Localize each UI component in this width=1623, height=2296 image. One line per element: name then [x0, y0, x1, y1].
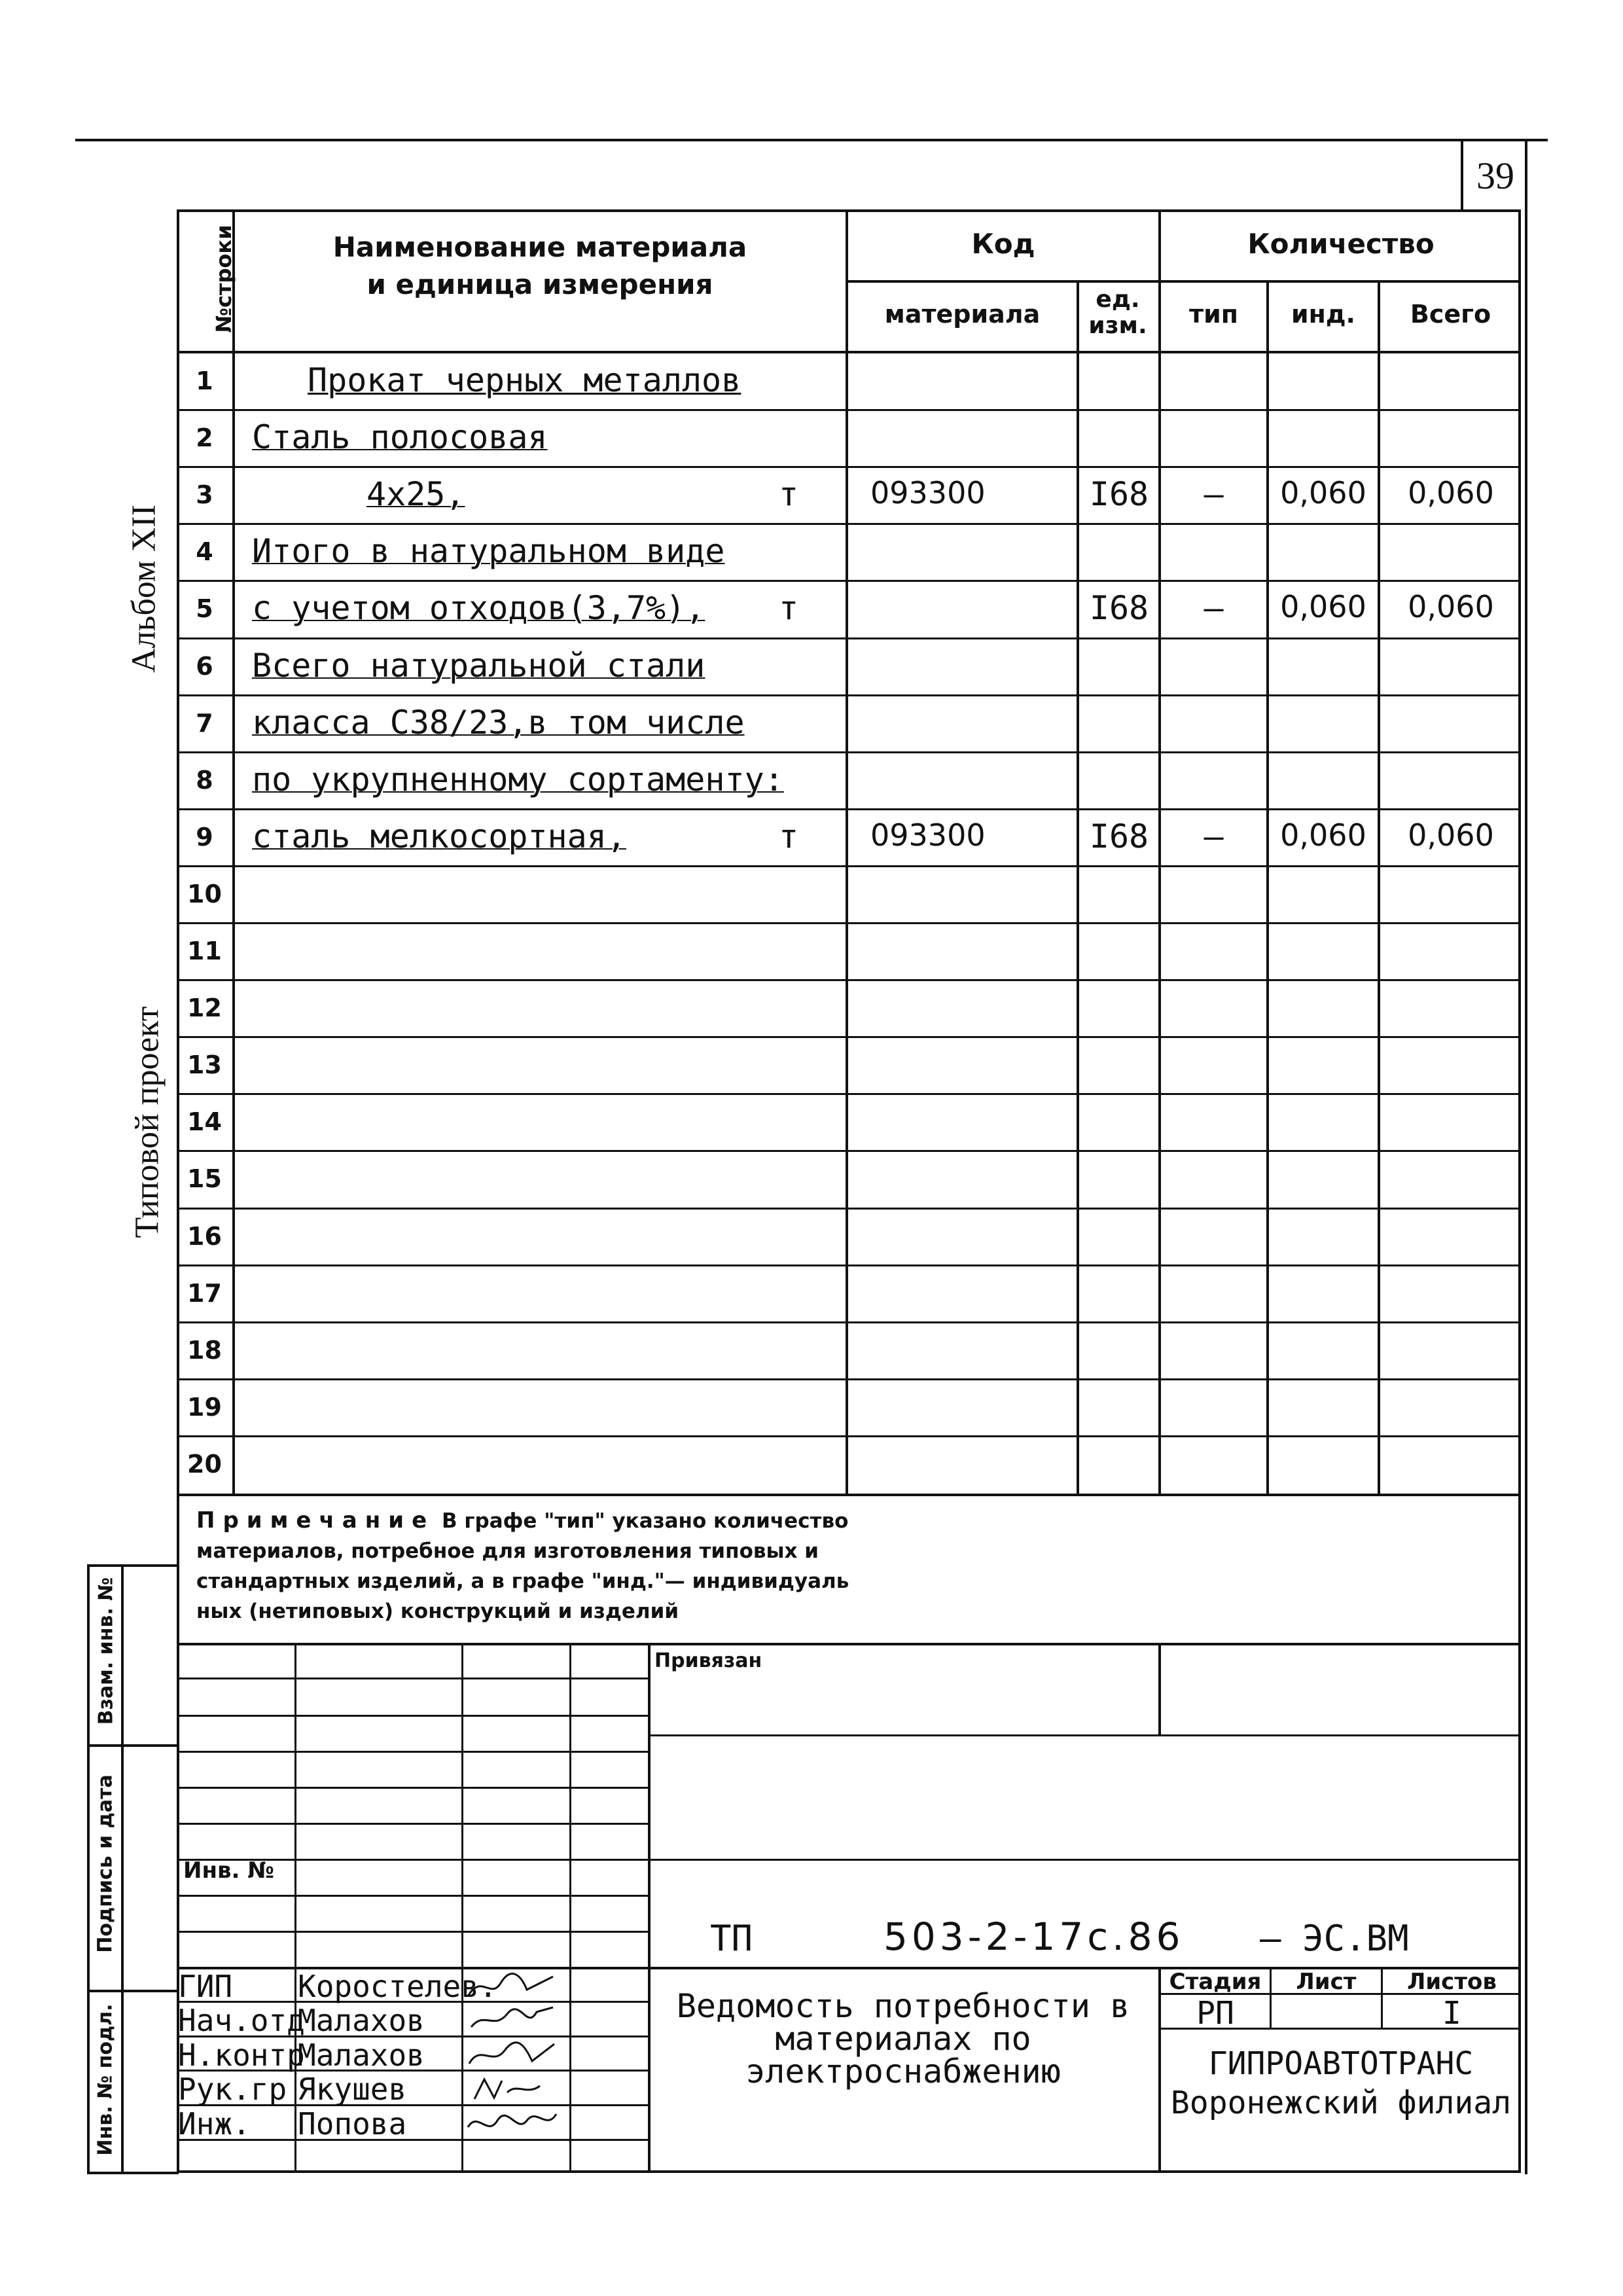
row-number: 5 [196, 594, 213, 624]
material-name: 4х25, [366, 475, 465, 514]
side-strip-line [87, 1564, 90, 2173]
person-role: ГИП [178, 1969, 233, 2004]
row-line [177, 1321, 1521, 1323]
qty-type: – [1204, 817, 1224, 855]
stamp-line [177, 1859, 1521, 1861]
note-line-3: стандартных изделий, а в графе "инд."— индивидуаль [196, 1570, 849, 1593]
material-name: с учетом отходов(3,7%), [252, 589, 705, 628]
material-name: Прокат черных металлов [308, 361, 741, 399]
table-bottom [177, 1494, 1521, 1496]
side-label-album: Альбом XII [125, 505, 163, 673]
person-role: Рук.гр [178, 2072, 287, 2107]
qty-total: 0,060 [1408, 475, 1494, 511]
row-line [177, 1435, 1521, 1437]
material-name: по укрупненному сортаменту: [252, 760, 784, 798]
unit-code: I68 [1089, 589, 1149, 628]
person-name: Якушев [298, 2072, 407, 2107]
header-qty-total: Всего [1410, 300, 1491, 329]
row-number: 9 [196, 822, 213, 852]
person-role: Нач.отд [178, 2003, 305, 2038]
row-number: 17 [187, 1278, 222, 1308]
row-line [177, 1093, 1521, 1095]
row-number: 3 [196, 480, 213, 510]
side-strip-div [87, 1990, 179, 1992]
note-line-1 [196, 1505, 1178, 1536]
row-line [177, 1036, 1521, 1038]
qty-ind: 0,060 [1280, 475, 1366, 511]
col-line [232, 209, 235, 1496]
stamp-line [177, 1931, 649, 1933]
qty-type: – [1204, 589, 1224, 628]
row-line [177, 1265, 1521, 1266]
material-name: Всего натуральной стали [252, 646, 705, 685]
row-line [177, 694, 1521, 696]
person-name: Малахов [298, 2003, 425, 2038]
side-label-project: Типовой проект [128, 1006, 166, 1238]
row-line [177, 751, 1521, 753]
privyazan-label: Привязан [654, 1649, 762, 1672]
sheet-number: 39 [1476, 154, 1514, 197]
row-number: 19 [187, 1392, 222, 1422]
person-name: Коростелев. [298, 1969, 497, 2004]
row-number: 8 [196, 765, 213, 795]
person-role: Н.контр [178, 2037, 305, 2073]
material-name: Итого в натуральном виде [252, 532, 725, 571]
row-number: 1 [196, 367, 213, 395]
person-role: Инж. [178, 2106, 251, 2142]
note-text-1: В графе "тип" указано количество [441, 1509, 849, 1533]
stamp-vline [294, 1643, 296, 2173]
signature-1 [461, 1970, 560, 2003]
col-line [1266, 280, 1269, 1496]
row-number: 15 [187, 1164, 222, 1194]
side-label-podpis: Подпись и дата [94, 1774, 117, 1953]
row-line [177, 808, 1521, 810]
row-line [177, 637, 1521, 639]
row-number: 16 [187, 1221, 222, 1251]
header-bottom [177, 351, 1521, 353]
stamp-vline [648, 1643, 651, 2173]
header-code-material: материала [884, 300, 1041, 329]
sheet-number-box-left [1461, 139, 1463, 209]
row-line [177, 865, 1521, 867]
top-rule [75, 139, 1548, 141]
header-name-line2: и единица измерения [366, 268, 713, 300]
stamp-line [177, 1643, 1521, 1645]
stamp-line [177, 1715, 649, 1717]
row-number: 11 [187, 937, 222, 965]
row-number: 10 [187, 879, 222, 908]
header-qty-type: тип [1189, 300, 1238, 329]
sheets-label: Листов [1407, 1969, 1497, 1995]
row-number: 4 [196, 537, 213, 567]
qty-type: – [1204, 475, 1224, 514]
stamp-line [649, 1734, 1521, 1736]
signature-2 [461, 2004, 560, 2037]
stamp-line [177, 1787, 649, 1789]
side-strip-bottom [87, 2172, 179, 2174]
side-label-inv-podl: Инв. № подл. [94, 2003, 117, 2156]
material-name: сталь мелкосортная, [252, 817, 626, 855]
qty-total: 0,060 [1408, 589, 1494, 625]
unit-code: I68 [1089, 475, 1149, 514]
stamp-line [177, 1751, 649, 1753]
person-name: Малахов [298, 2037, 425, 2073]
qty-total: 0,060 [1408, 817, 1494, 853]
row-number: 7 [196, 708, 213, 738]
unit: т [778, 817, 799, 855]
material-name: Сталь полосовая [252, 418, 548, 457]
row-line [177, 1150, 1521, 1152]
row-number: 14 [187, 1107, 222, 1137]
unit-code: I68 [1089, 817, 1149, 855]
row-number: 20 [187, 1449, 222, 1479]
stamp-vline [569, 1643, 571, 2173]
header-qty-ind: инд. [1291, 300, 1355, 329]
side-label-vzam: Взам. инв. № [94, 1577, 118, 1725]
row-number: 6 [196, 651, 213, 681]
org-line-2: Воронежский филиал [1170, 2085, 1512, 2121]
stamp-line [177, 1823, 649, 1825]
stage-value: РП [1196, 1995, 1234, 2032]
row-line [177, 979, 1521, 981]
header-subline [846, 280, 1521, 283]
inv-no-label: Инв. № [183, 1857, 275, 1884]
row-number: 2 [196, 423, 213, 453]
sheet-label: Лист [1296, 1969, 1357, 1995]
doc-number: 503-2-17с.86 [883, 1914, 1185, 1959]
sheets-value: I [1442, 1995, 1461, 2032]
qty-ind: 0,060 [1280, 589, 1366, 625]
frame-right [1525, 139, 1527, 2174]
unit: т [778, 475, 799, 514]
col-line [846, 209, 848, 1496]
stamp-vline [1158, 1643, 1161, 1734]
signature-4 [461, 2073, 560, 2106]
row-line [177, 466, 1521, 468]
row-line [177, 922, 1521, 924]
row-line [177, 580, 1521, 582]
row-number: 18 [187, 1335, 222, 1365]
org-line-1: ГИПРОАВТОТРАНС [1208, 2045, 1474, 2082]
row-line [177, 523, 1521, 525]
note-line-4: ных (нетиповых) конструкций и изделий [196, 1600, 679, 1623]
row-line [177, 409, 1521, 411]
header-quantity: Количество [1247, 228, 1435, 260]
signature-3 [461, 2039, 560, 2072]
header-code: Код [971, 228, 1035, 260]
signature-5 [461, 2108, 560, 2140]
note [196, 1505, 1178, 1626]
header-code-unit: ед. изм. [1088, 286, 1147, 339]
col-line [1378, 280, 1380, 1496]
row-line [177, 1378, 1521, 1380]
tp-label: ТП [710, 1918, 753, 1959]
side-strip-div [87, 1744, 179, 1747]
col-line [1077, 280, 1079, 1496]
material-name: класса С38/23,в том числе [252, 703, 745, 742]
header-row-number: №строки [211, 224, 236, 333]
row-line [177, 1208, 1521, 1210]
row-number: 13 [187, 1050, 222, 1080]
document-title: Ведомость потребности в материалах по электроснабжению [676, 1987, 1130, 2090]
material-code: 093300 [870, 817, 986, 853]
person-name: Попова [298, 2106, 407, 2142]
material-code: 093300 [870, 475, 986, 511]
unit: т [778, 589, 799, 628]
qty-ind: 0,060 [1280, 817, 1366, 853]
stage-label: Стадия [1169, 1969, 1262, 1995]
header-name-line1: Наименование материала [332, 231, 747, 263]
side-strip-line [121, 1564, 124, 2173]
header-name [236, 229, 844, 303]
doc-suffix: – ЭС.ВМ [1260, 1918, 1409, 1959]
stamp-line [177, 1895, 649, 1897]
row-number: 12 [187, 994, 222, 1023]
stamp-line [177, 1677, 649, 1679]
note-label: Примечание [196, 1507, 435, 1534]
note-line-2: материалов, потребное для изготовления типовых и [196, 1539, 819, 1563]
